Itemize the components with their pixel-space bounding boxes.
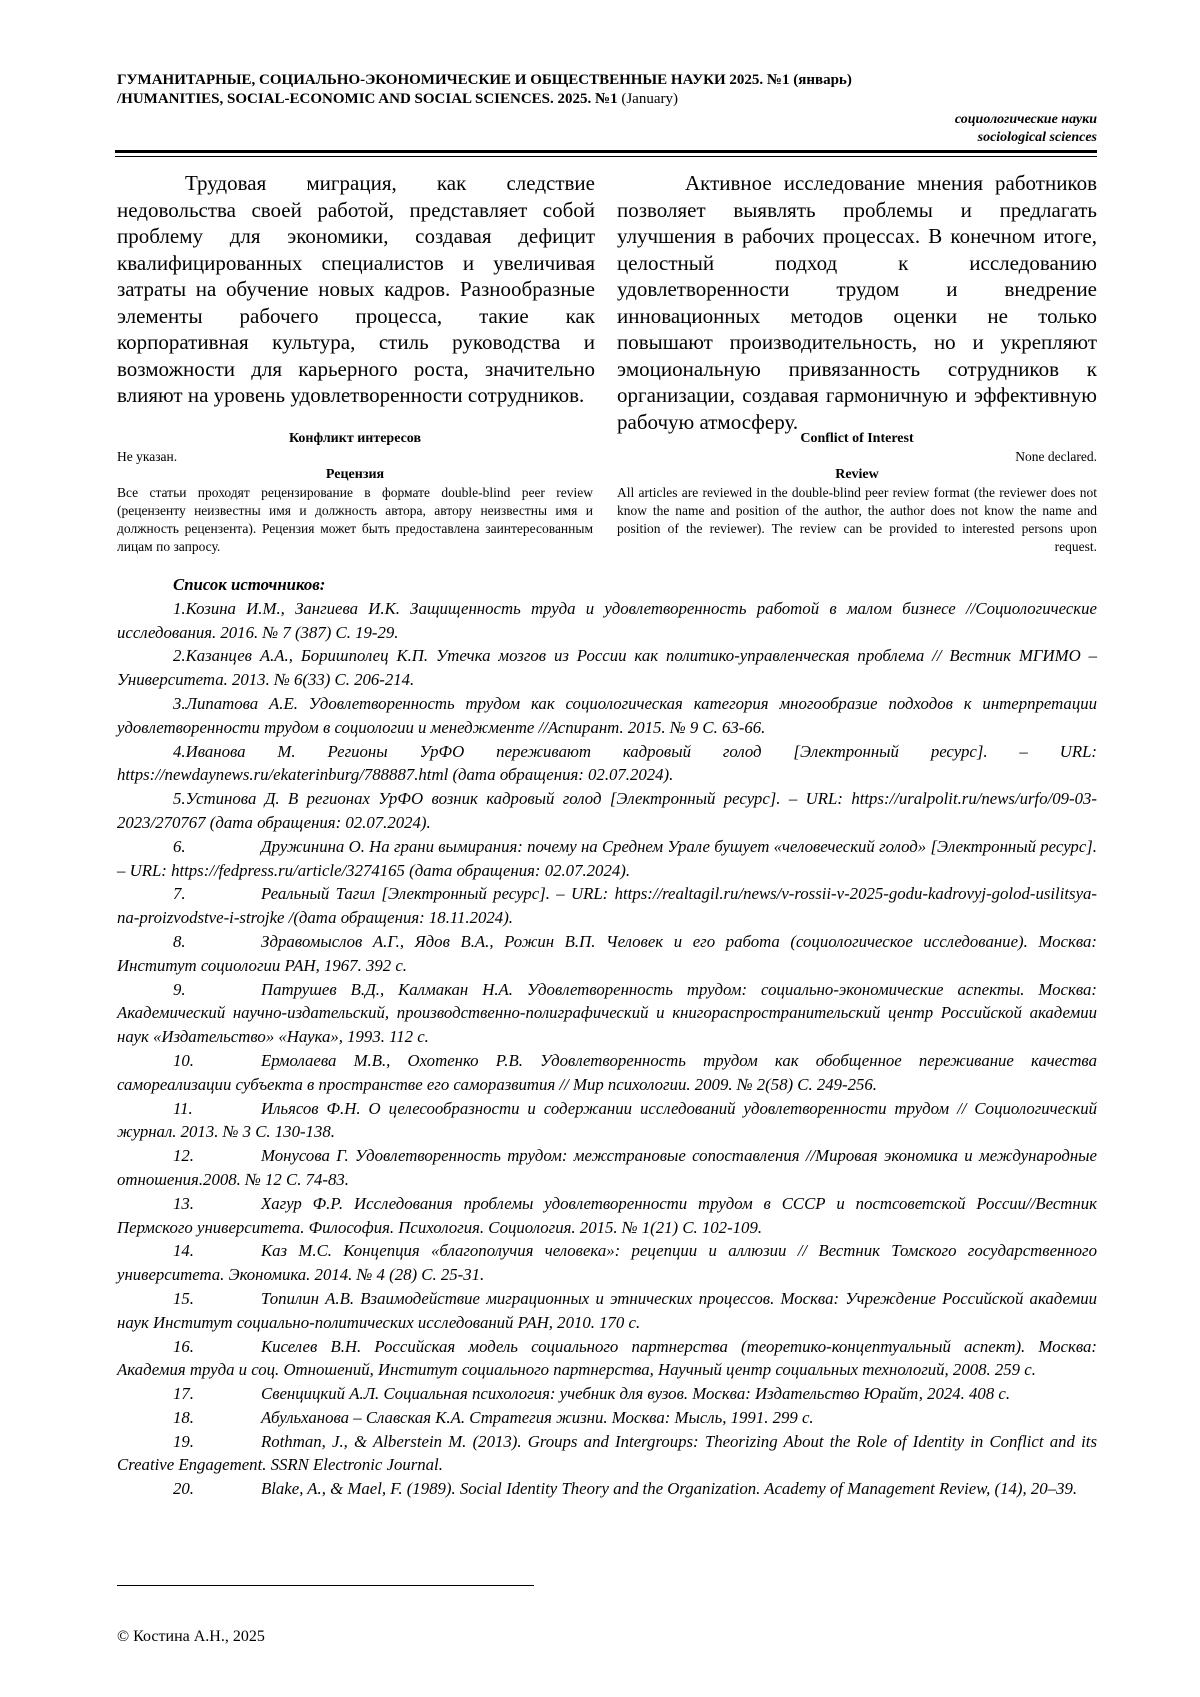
reference-text: Липатова А.Е. Удовлетворенность трудом как социологическая категория многообразие подходов к интерпретации удовлетворенности трудом в социологии и менеджменте //Аспирант. 2015. № 9 С. 63-66. [117,693,1097,737]
reference-item [117,930,1097,978]
reference-item [117,1287,1097,1335]
reference-item [117,1097,1097,1145]
reference-text: Иванова М. Регионы УрФО переживают кадровый голод [Электронный ресурс]. – URL: https://newdaynews.ru/ekaterinburg/788887.html (дата обращения: 02.07.2024). [117,741,1097,785]
reference-text: Хагур Ф.Р. Исследования проблемы удовлетворенности трудом в СССР и постсоветской России//Вестник Пермского университета. Философия. Психология. Социология. 2015. № 1(21) С. 102-109. [117,1193,1097,1237]
reference-number: 2. [173,646,186,666]
reference-number: 13. [173,1193,194,1213]
reference-item [117,1144,1097,1192]
reference-item [117,1406,1097,1430]
reference-text: Здравомыслов А.Г., Ядов В.А., Рожин В.П. Человек и его работа (социологическое исследование). Москва: Институт социологии РАН, 1967. 392 с. [117,931,1097,975]
reference-item [117,1049,1097,1097]
body-paragraph-right: Активное исследование мнения работников позволяет выявлять проблемы и предлагать улучшения в рабочих процессах. В конечном итоге, целостный подход к исследованию удовлетворенности трудом и внедрение инновационных методов оценки не только повышают производительность, но и укрепляют эмоциональную привязанность сотрудников к организации, создавая гармоничную и эффективную рабочую атмосферу. [617,171,1097,434]
reference-item [117,1192,1097,1240]
reference-text: Дружинина О. На грани вымирания: почему на Среднем Урале бушует «человеческий голод» [Электронный ресурс]. – URL: https://fedpress.ru/article/3274165 (дата обращения: 02.07.2024). [117,836,1097,880]
reference-item [117,787,1097,835]
reference-text: Ильясов Ф.Н. О целесообразности и содержании исследований удовлетворенности трудом // Социологический журнал. 2013. № 3 С. 130-138. [117,1098,1097,1142]
reference-number: 14. [173,1241,194,1261]
reference-text: Абульханова – Славская К.А. Стратегия жизни. Москва: Мысль, 1991. 299 с. [261,1407,814,1427]
reference-number: 3. [173,693,186,713]
reference-text: Патрушев В.Д., Калмакан Н.А. Удовлетворенность трудом: социально-экономические аспекты. Москва: Академический научно-издательский, производственно-полиграфический и книгораспространительский центр Российской академии наук «Издательство» «Наука», 1993. 112 с. [117,979,1097,1047]
reference-text: Свенцицкий А.Л. Социальная психология: учебник для вузов. Москва: Издательство Юрайт, 2024. 408 с. [261,1384,1011,1404]
reference-item [117,1382,1097,1406]
disclosure-en [617,430,1097,556]
reference-text: Blake, A., & Mael, F. (1989). Social Identity Theory and the Organization. Academy of Management Review, (14), 20–39. [261,1479,1078,1499]
journal-title-en-bold: /HUMANITIES, SOCIAL-ECONOMIC AND SOCIAL SCIENCES. 2025. №1 [117,91,618,107]
journal-title-en-month: (January) [617,91,678,107]
review-text-ru: Все статьи проходят рецензирование в формате double-blind peer review (рецензенту неизвестны имя и должность автора, автору неизвестны имя и должность рецензента). Рецензия может быть предоставлена заинтересованным лицам по запросу. [117,485,593,554]
section-label-en: sociological sciences [977,130,1097,145]
reference-item [117,1335,1097,1383]
reference-item [117,597,1097,645]
reference-number: 7. [173,884,186,904]
reference-text: Топилин А.В. Взаимодействие миграционных и этнических процессов. Москва: Учреждение Российской академии наук Институт социально-политических исследований РАН, 2010. 170 с. [117,1288,1097,1332]
reference-item [117,740,1097,788]
reference-number: 12. [173,1146,194,1166]
conflict-heading-en: Conflict of Interest [800,431,914,446]
reference-number: 5. [173,789,186,809]
reference-text: Монусова Г. Удовлетворенность трудом: межстрановые сопоставления //Мировая экономика и международные отношения.2008. № 12 С. 74-83. [117,1146,1097,1189]
review-text-en: All articles are reviewed in the double-blind peer review format (the reviewer does not know the name and position of the author, the author does not know the name and position of the reviewer). The review can be provided to interested persons upon request. [617,485,1097,554]
reference-number: 20. [173,1479,194,1499]
references [117,573,1097,1501]
copyright: © Костина А.Н., 2025 [117,1628,265,1645]
journal-title-en [117,90,1097,109]
reference-item [117,692,1097,740]
reference-item [117,644,1097,692]
reference-text: Устинова Д. В регионах УрФО возник кадровый голод [Электронный ресурс]. – URL: https://uralpolit.ru/news/urfo/09-03-2023/270767 (дата обращения: 02.07.2024). [117,789,1097,832]
conflict-heading-ru: Конфликт интересов [288,431,422,446]
disclosure-ru [117,430,593,556]
reference-item [117,1477,1097,1501]
journal-title-ru: ГУМАНИТАРНЫЕ, СОЦИАЛЬНО-ЭКОНОМИЧЕСКИЕ И ОБЩЕСТВЕННЫЕ НАУКИ 2025. №1 (январь) [117,72,852,88]
review-heading-en: Review [835,467,879,482]
journal-header [117,71,1097,109]
references-title: Список источников: [173,575,326,594]
body-column-right [617,170,1097,435]
section-label-ru: социологические науки [954,112,1097,127]
body-column-left [117,170,595,409]
reference-text: Rothman, J., & Alberstein M. (2013). Groups and Intergroups: Theorizing About the Role of Identity in Conflict and its Creative Engagement. SSRN Electronic Journal. [117,1431,1097,1475]
footnote-rule [117,1585,534,1586]
reference-number: 19. [173,1431,194,1451]
reference-number: 15. [173,1288,194,1308]
reference-number: 4. [173,741,186,761]
reference-item [117,978,1097,1049]
reference-text: Казанцев А.А., Боришполец К.П. Утечка мозгов из России как политико-управленческая проблема // Вестник МГИМО – Университета. 2013. № 6(33) С. 206-214. [117,646,1097,690]
reference-text: Киселев В.Н. Российская модель социального партнерства (теоретико-концептуальный аспект). Москва: Академия труда и соц. Отношений, Институт социального партнерства, Научный центр социальных технологий, 2008. 259 с. [117,1336,1097,1380]
body-paragraph-left: Трудовая миграция, как следствие недовольства своей работой, представляет собой проблему для экономики, создавая дефицит квалифицированных специалистов и увеличивая затраты на обучение новых кадров. Разнообразные элементы рабочего процесса, такие как корпоративная культура, стиль руководства и возможности для карьерного роста, значительно влияют на уровень удовлетворенности сотрудников. [117,171,595,407]
reference-number: 10. [173,1050,194,1070]
conflict-text-en: None declared. [1015,449,1097,464]
header-rule-thick [115,150,1097,153]
reference-text: Каз М.С. Концепция «благополучия человека»: рецепции и аллюзии // Вестник Томского государственного университета. Экономика. 2014. № 4 (28) С. 25-31. [117,1241,1097,1285]
reference-text: Ермолаева М.В., Охотенко Р.В. Удовлетворенность трудом как обобщенное переживание качества самореализации субъекта в пространстве его саморазвития // Мир психологии. 2009. № 2(58) С. 249-256. [117,1050,1097,1094]
reference-text: Реальный Тагил [Электронный ресурс]. – URL: https://realtagil.ru/news/v-rossii-v-2025-godu-kadrovyj-golod-usilitsya-na-proizvodstve-i-strojke /(дата обращения: 18.11.2024). [117,884,1097,928]
reference-number: 17. [173,1384,194,1404]
reference-number: 18. [173,1407,194,1427]
reference-item [117,1430,1097,1478]
reference-number: 11. [173,1098,193,1118]
reference-number: 8. [173,931,186,951]
review-heading-ru: Рецензия [325,467,385,482]
reference-text: Козина И.М., Зангиева И.К. Защищенность труда и удовлетворенность работой в малом бизнесе //Социологические исследования. 2016. № 7 (387) С. 19-29. [117,598,1097,642]
reference-item [117,882,1097,930]
reference-item [117,1239,1097,1287]
conflict-text-ru: Не указан. [117,449,178,464]
reference-item [117,835,1097,883]
reference-number: 1. [173,598,186,618]
reference-list [117,597,1097,1501]
reference-number: 6. [173,836,186,856]
reference-number: 9. [173,979,186,999]
section-label [955,111,1097,147]
reference-number: 16. [173,1336,194,1356]
header-rule-thin [115,156,1097,157]
